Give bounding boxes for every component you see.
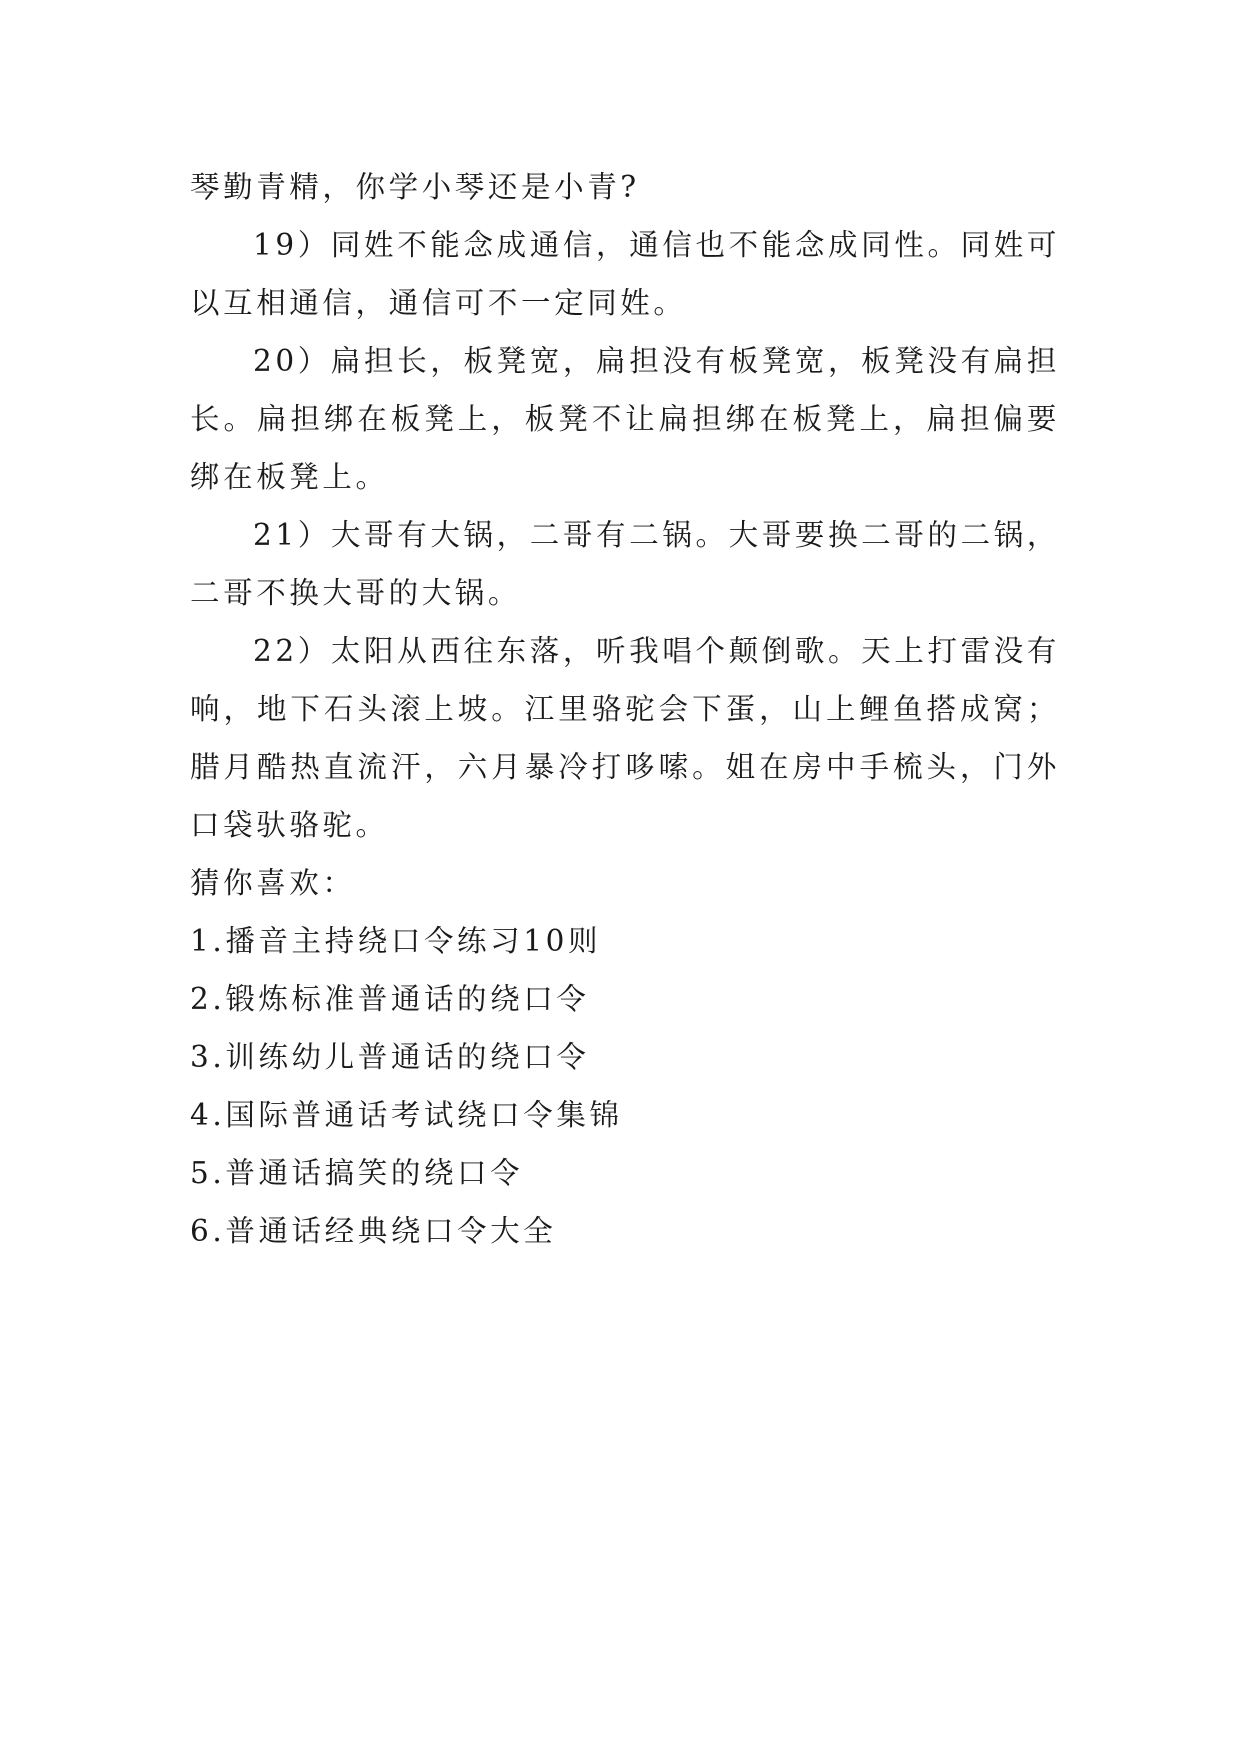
document-body — [190, 158, 1060, 1260]
related-link-3[interactable]: 3.训练幼儿普通话的绕口令 — [190, 1040, 590, 1074]
paragraph-18-continued: 琴勤青精，你学小琴还是小青? — [190, 170, 640, 204]
paragraph-22: 22）太阳从西往东落，听我唱个颠倒歌。天上打雷没有响，地下石头滚上坡。江里骆驼会下蛋，山上鲤鱼搭成窝；腊月酷热直流汗，六月暴冷打哆嗦。姐在房中手梳头，门外口袋驮骆驼。 — [190, 634, 1060, 842]
related-link-4[interactable]: 4.国际普通话考试绕口令集锦 — [190, 1098, 623, 1132]
paragraph-20: 20）扁担长，板凳宽，扁担没有板凳宽，板凳没有扁担长。扁担绑在板凳上，板凳不让扁担绑在板凳上，扁担偏要绑在板凳上。 — [190, 344, 1060, 494]
related-link-1[interactable]: 1.播音主持绕口令练习10则 — [190, 924, 602, 958]
related-link-5[interactable]: 5.普通话搞笑的绕口令 — [190, 1156, 524, 1190]
related-link-2[interactable]: 2.锻炼标准普通话的绕口令 — [190, 982, 590, 1016]
related-heading: 猜你喜欢： — [190, 866, 356, 900]
paragraph-19: 19）同姓不能念成通信，通信也不能念成同性。同姓可以互相通信，通信可不一定同姓。 — [190, 228, 1060, 320]
paragraph-21: 21）大哥有大锅，二哥有二锅。大哥要换二哥的二锅，二哥不换大哥的大锅。 — [190, 518, 1060, 610]
related-link-6[interactable]: 6.普通话经典绕口令大全 — [190, 1214, 557, 1248]
